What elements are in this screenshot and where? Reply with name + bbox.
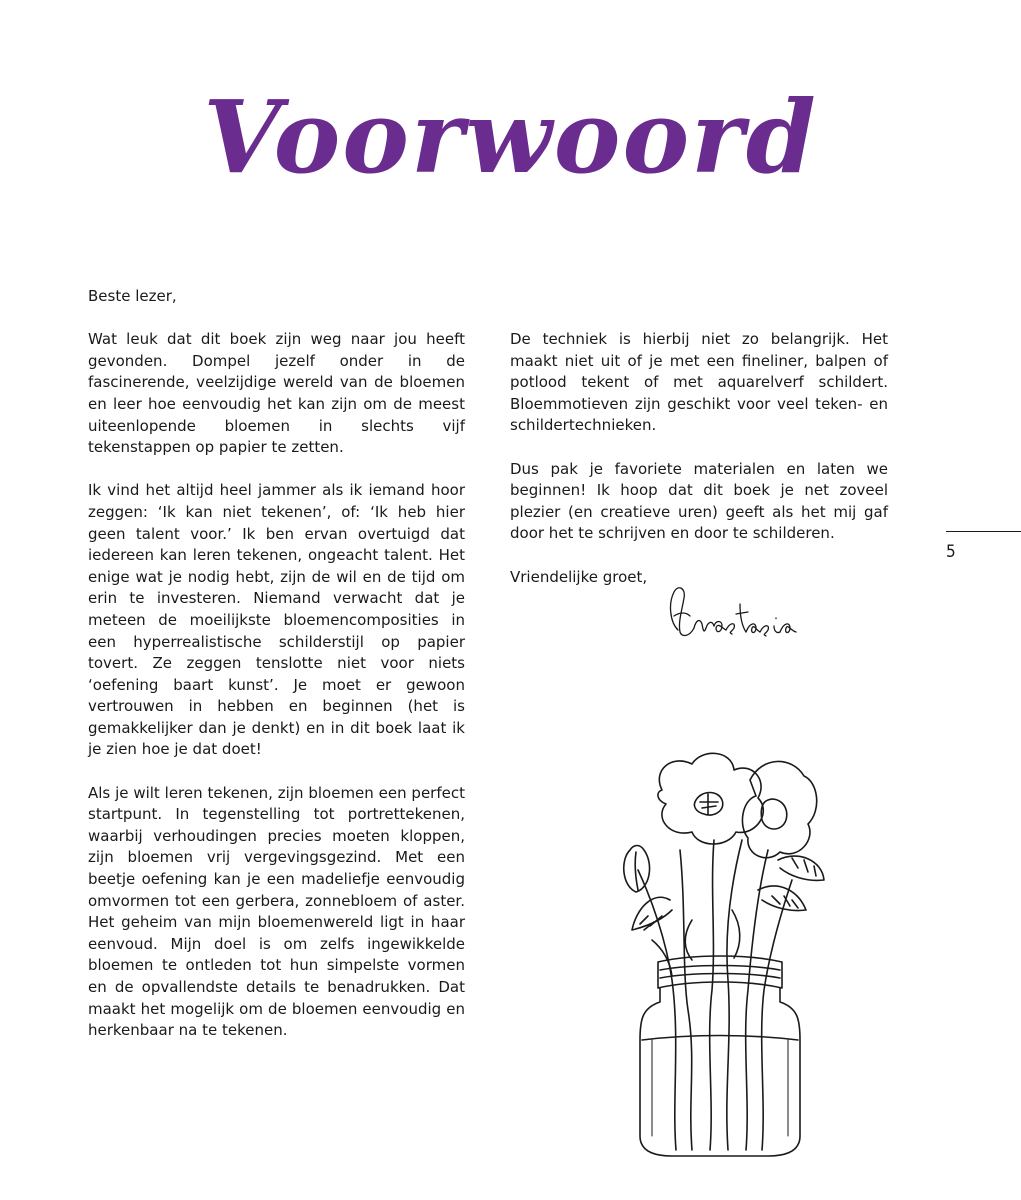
- left-column: [88, 286, 465, 1063]
- page-number: 5: [946, 542, 956, 562]
- page-rule: [946, 531, 1021, 532]
- right-column: [510, 329, 888, 610]
- paragraph: De techniek is hierbij niet zo belangrijk. Het maakt niet uit of je met een fineliner, balpen of potlood tekent of met aquarelverf schildert. Bloemmotieven zijn geschikt voor veel teken- en schildertechnieken.: [510, 330, 888, 435]
- signature-icon: [656, 582, 836, 642]
- page-title: Voorwoord: [203, 78, 818, 196]
- salutation: Beste lezer,: [88, 287, 177, 305]
- closing: Vriendelijke groet,: [510, 567, 648, 586]
- paragraph: Als je wilt leren tekenen, zijn bloemen een perfect startpunt. In tegenstelling tot portrettekenen, waarbij verhoudingen precies moeten kloppen, zijn bloemen vrij vergevingsgezind. Met een beetje oefening kan je een madeliefje eenvoudig omvormen tot een gerbera, zonnebloem of aster. Het geheim van mijn bloemenwereld ligt in haar eenvoud. Mijn doel is om zelfs ingewikkelde bloemen te ontleden tot hun simpelste vormen en de opvallendste details te benadrukken. Dat maakt het mogelijk om de bloemen eenvoudig en herkenbaar na te tekenen.: [88, 783, 465, 1040]
- paragraph: Dus pak je favoriete materialen en laten we beginnen! Ik hoop dat dit boek je net zoveel plezier (en creatieve uren) geeft als het mij gaf door het te schrijven en door te schilderen.: [510, 459, 888, 543]
- poppies-in-jar-icon: [592, 740, 860, 1160]
- paragraph: Wat leuk dat dit boek zijn weg naar jou heeft gevonden. Dompel jezelf onder in de fascinerende, veelzijdige wereld van de bloemen en leer hoe eenvoudig het kan zijn om de meest uiteenlopende bloemen in slechts vijf tekenstappen op papier te zetten.: [88, 330, 465, 457]
- paragraph: Ik vind het altijd heel jammer als ik iemand hoor zeggen: ‘Ik kan niet tekenen’, of: ‘Ik heb hier geen talent voor.’ Ik ben ervan overtuigd dat iedereen kan leren tekenen, ongeacht talent. Het enige wat je nodig hebt, zijn de wil en de tijd om erin te investeren. Niemand verwacht dat je meteen de moeilijkste bloemencomposities in een hyperrealistische schilderstijl op papier tovert. Ze zeggen tenslotte niet voor niets ‘oefening baart kunst’. Je moet er gewoon vertrouwen in hebben en beginnen (het is gemakkelijker dan je denkt) en in dit boek laat ik je zien hoe je dat doet!: [88, 481, 465, 759]
